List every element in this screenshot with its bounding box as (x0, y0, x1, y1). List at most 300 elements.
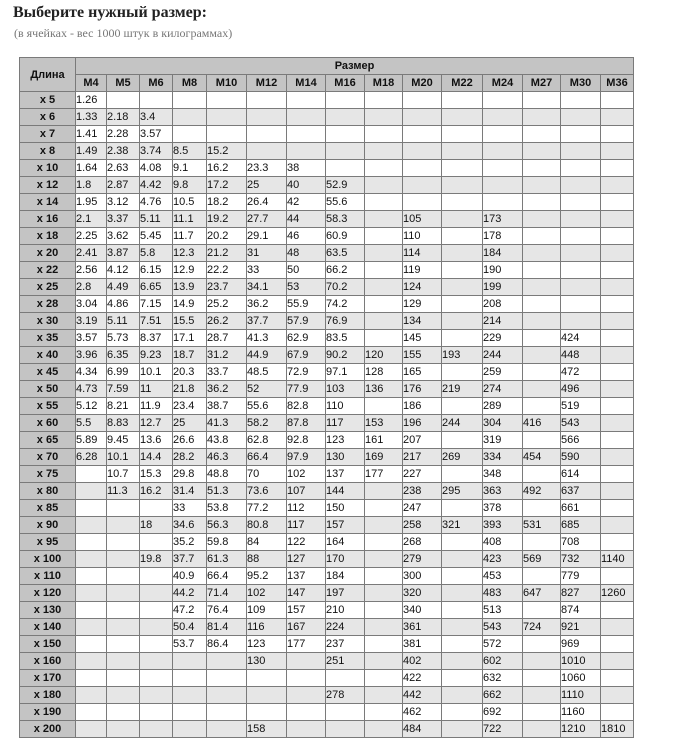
weight-cell[interactable]: 8.21 (107, 398, 140, 415)
weight-cell[interactable]: 81.4 (207, 619, 247, 636)
weight-cell[interactable]: 602 (483, 653, 523, 670)
weight-cell[interactable]: 52 (247, 381, 287, 398)
weight-cell[interactable]: 137 (326, 466, 365, 483)
weight-cell[interactable]: 3.4 (140, 109, 173, 126)
weight-cell[interactable]: 23.7 (207, 279, 247, 296)
weight-cell[interactable]: 153 (365, 415, 403, 432)
weight-cell[interactable]: 4.12 (107, 262, 140, 279)
weight-cell[interactable]: 20.2 (207, 228, 247, 245)
weight-cell[interactable]: 5.89 (76, 432, 107, 449)
weight-cell[interactable]: 184 (326, 568, 365, 585)
weight-cell[interactable]: 208 (483, 296, 523, 313)
weight-cell[interactable]: 295 (442, 483, 483, 500)
weight-cell[interactable]: 102 (247, 585, 287, 602)
weight-cell[interactable]: 224 (326, 619, 365, 636)
weight-cell[interactable]: 59.8 (207, 534, 247, 551)
weight-cell[interactable]: 334 (483, 449, 523, 466)
weight-cell[interactable]: 145 (403, 330, 442, 347)
weight-cell[interactable]: 28.2 (173, 449, 207, 466)
weight-cell[interactable]: 21.8 (173, 381, 207, 398)
weight-cell[interactable]: 422 (403, 670, 442, 687)
weight-cell[interactable]: 543 (561, 415, 601, 432)
size-header-m30[interactable]: M30 (561, 75, 601, 92)
weight-cell[interactable]: 56.3 (207, 517, 247, 534)
weight-cell[interactable]: 3.37 (107, 211, 140, 228)
weight-cell[interactable]: 44 (287, 211, 326, 228)
weight-cell[interactable]: 569 (523, 551, 561, 568)
weight-cell[interactable]: 4.86 (107, 296, 140, 313)
weight-cell[interactable]: 15.5 (173, 313, 207, 330)
weight-cell[interactable]: 117 (326, 415, 365, 432)
weight-cell[interactable]: 34.6 (173, 517, 207, 534)
weight-cell[interactable]: 251 (326, 653, 365, 670)
weight-cell[interactable]: 86.4 (207, 636, 247, 653)
weight-cell[interactable]: 116 (247, 619, 287, 636)
weight-cell[interactable]: 134 (403, 313, 442, 330)
weight-cell[interactable]: 2.8 (76, 279, 107, 296)
weight-cell[interactable]: 7.59 (107, 381, 140, 398)
weight-cell[interactable]: 2.87 (107, 177, 140, 194)
weight-cell[interactable]: 289 (483, 398, 523, 415)
weight-cell[interactable]: 29.1 (247, 228, 287, 245)
weight-cell[interactable]: 46.3 (207, 449, 247, 466)
weight-cell[interactable]: 186 (403, 398, 442, 415)
weight-cell[interactable]: 462 (403, 704, 442, 721)
weight-cell[interactable]: 6.35 (107, 347, 140, 364)
weight-cell[interactable]: 71.4 (207, 585, 247, 602)
weight-cell[interactable]: 114 (403, 245, 442, 262)
weight-cell[interactable]: 7.51 (140, 313, 173, 330)
weight-cell[interactable]: 55.6 (247, 398, 287, 415)
weight-cell[interactable]: 58.3 (326, 211, 365, 228)
weight-cell[interactable]: 3.04 (76, 296, 107, 313)
weight-cell[interactable]: 258 (403, 517, 442, 534)
weight-cell[interactable]: 157 (326, 517, 365, 534)
weight-cell[interactable]: 685 (561, 517, 601, 534)
weight-cell[interactable]: 402 (403, 653, 442, 670)
weight-cell[interactable]: 90.2 (326, 347, 365, 364)
weight-cell[interactable]: 207 (403, 432, 442, 449)
weight-cell[interactable]: 33 (173, 500, 207, 517)
weight-cell[interactable]: 34.1 (247, 279, 287, 296)
weight-cell[interactable]: 40.9 (173, 568, 207, 585)
weight-cell[interactable]: 19.8 (140, 551, 173, 568)
weight-cell[interactable]: 157 (287, 602, 326, 619)
weight-cell[interactable]: 63.5 (326, 245, 365, 262)
weight-cell[interactable]: 46 (287, 228, 326, 245)
weight-cell[interactable]: 137 (287, 568, 326, 585)
size-header-m6[interactable]: M6 (140, 75, 173, 92)
weight-cell[interactable]: 513 (483, 602, 523, 619)
weight-cell[interactable]: 21.2 (207, 245, 247, 262)
weight-cell[interactable]: 1810 (601, 721, 634, 738)
weight-cell[interactable]: 1140 (601, 551, 634, 568)
weight-cell[interactable]: 70 (247, 466, 287, 483)
weight-cell[interactable]: 184 (483, 245, 523, 262)
weight-cell[interactable]: 158 (247, 721, 287, 738)
size-header-m5[interactable]: M5 (107, 75, 140, 92)
size-header-m20[interactable]: M20 (403, 75, 442, 92)
size-header-m14[interactable]: M14 (287, 75, 326, 92)
weight-cell[interactable]: 37.7 (173, 551, 207, 568)
weight-cell[interactable]: 87.8 (287, 415, 326, 432)
weight-cell[interactable]: 197 (326, 585, 365, 602)
weight-cell[interactable]: 219 (442, 381, 483, 398)
weight-cell[interactable]: 41.3 (247, 330, 287, 347)
weight-cell[interactable]: 12.9 (173, 262, 207, 279)
weight-cell[interactable]: 492 (523, 483, 561, 500)
weight-cell[interactable]: 320 (403, 585, 442, 602)
weight-cell[interactable]: 4.76 (140, 194, 173, 211)
weight-cell[interactable]: 8.5 (173, 143, 207, 160)
weight-cell[interactable]: 169 (365, 449, 403, 466)
weight-cell[interactable]: 11.9 (140, 398, 173, 415)
size-header-m18[interactable]: M18 (365, 75, 403, 92)
weight-cell[interactable]: 1.49 (76, 143, 107, 160)
weight-cell[interactable]: 16.2 (140, 483, 173, 500)
weight-cell[interactable]: 155 (403, 347, 442, 364)
weight-cell[interactable]: 17.2 (207, 177, 247, 194)
weight-cell[interactable]: 36.2 (207, 381, 247, 398)
weight-cell[interactable]: 196 (403, 415, 442, 432)
weight-cell[interactable]: 274 (483, 381, 523, 398)
weight-cell[interactable]: 38 (287, 160, 326, 177)
weight-cell[interactable]: 5.12 (76, 398, 107, 415)
weight-cell[interactable]: 874 (561, 602, 601, 619)
weight-cell[interactable]: 47.2 (173, 602, 207, 619)
weight-cell[interactable]: 124 (403, 279, 442, 296)
weight-cell[interactable]: 378 (483, 500, 523, 517)
weight-cell[interactable]: 566 (561, 432, 601, 449)
weight-cell[interactable]: 7.15 (140, 296, 173, 313)
weight-cell[interactable]: 193 (442, 347, 483, 364)
weight-cell[interactable]: 4.42 (140, 177, 173, 194)
weight-cell[interactable]: 2.18 (107, 109, 140, 126)
weight-cell[interactable]: 416 (523, 415, 561, 432)
weight-cell[interactable]: 109 (247, 602, 287, 619)
weight-cell[interactable]: 454 (523, 449, 561, 466)
weight-cell[interactable]: 662 (483, 687, 523, 704)
weight-cell[interactable]: 57.9 (287, 313, 326, 330)
weight-cell[interactable]: 102 (287, 466, 326, 483)
weight-cell[interactable]: 238 (403, 483, 442, 500)
weight-cell[interactable]: 76.4 (207, 602, 247, 619)
weight-cell[interactable]: 5.73 (107, 330, 140, 347)
weight-cell[interactable]: 2.28 (107, 126, 140, 143)
weight-cell[interactable]: 173 (483, 211, 523, 228)
weight-cell[interactable]: 590 (561, 449, 601, 466)
size-header-m27[interactable]: M27 (523, 75, 561, 92)
weight-cell[interactable]: 38.7 (207, 398, 247, 415)
weight-cell[interactable]: 13.6 (140, 432, 173, 449)
weight-cell[interactable]: 28.7 (207, 330, 247, 347)
weight-cell[interactable]: 442 (403, 687, 442, 704)
weight-cell[interactable]: 10.1 (140, 364, 173, 381)
weight-cell[interactable]: 1260 (601, 585, 634, 602)
weight-cell[interactable]: 5.45 (140, 228, 173, 245)
size-header-m36[interactable]: M36 (601, 75, 634, 92)
weight-cell[interactable]: 14.4 (140, 449, 173, 466)
weight-cell[interactable]: 122 (287, 534, 326, 551)
weight-cell[interactable]: 66.2 (326, 262, 365, 279)
weight-cell[interactable]: 259 (483, 364, 523, 381)
weight-cell[interactable]: 27.7 (247, 211, 287, 228)
weight-cell[interactable]: 50 (287, 262, 326, 279)
weight-cell[interactable]: 23.3 (247, 160, 287, 177)
weight-cell[interactable]: 164 (326, 534, 365, 551)
weight-cell[interactable]: 31.2 (207, 347, 247, 364)
weight-cell[interactable]: 77.2 (247, 500, 287, 517)
weight-cell[interactable]: 3.57 (76, 330, 107, 347)
weight-cell[interactable]: 60.9 (326, 228, 365, 245)
weight-cell[interactable]: 214 (483, 313, 523, 330)
weight-cell[interactable]: 41.3 (207, 415, 247, 432)
weight-cell[interactable]: 50.4 (173, 619, 207, 636)
weight-cell[interactable]: 11.7 (173, 228, 207, 245)
weight-cell[interactable]: 161 (365, 432, 403, 449)
weight-cell[interactable]: 127 (287, 551, 326, 568)
weight-cell[interactable]: 2.38 (107, 143, 140, 160)
weight-cell[interactable]: 62.9 (287, 330, 326, 347)
weight-cell[interactable]: 3.57 (140, 126, 173, 143)
weight-cell[interactable]: 9.45 (107, 432, 140, 449)
weight-cell[interactable]: 18.7 (173, 347, 207, 364)
weight-cell[interactable]: 692 (483, 704, 523, 721)
weight-cell[interactable]: 74.2 (326, 296, 365, 313)
weight-cell[interactable]: 424 (561, 330, 601, 347)
weight-cell[interactable]: 61.3 (207, 551, 247, 568)
weight-cell[interactable]: 10.5 (173, 194, 207, 211)
weight-cell[interactable]: 4.49 (107, 279, 140, 296)
weight-cell[interactable]: 33.7 (207, 364, 247, 381)
weight-cell[interactable]: 26.4 (247, 194, 287, 211)
weight-cell[interactable]: 44.9 (247, 347, 287, 364)
weight-cell[interactable]: 300 (403, 568, 442, 585)
weight-cell[interactable]: 9.1 (173, 160, 207, 177)
weight-cell[interactable]: 6.65 (140, 279, 173, 296)
weight-cell[interactable]: 67.9 (287, 347, 326, 364)
weight-cell[interactable]: 70.2 (326, 279, 365, 296)
weight-cell[interactable]: 3.87 (107, 245, 140, 262)
weight-cell[interactable]: 73.6 (247, 483, 287, 500)
weight-cell[interactable]: 484 (403, 721, 442, 738)
weight-cell[interactable]: 1110 (561, 687, 601, 704)
weight-cell[interactable]: 3.12 (107, 194, 140, 211)
weight-cell[interactable]: 268 (403, 534, 442, 551)
weight-cell[interactable]: 53.7 (173, 636, 207, 653)
weight-cell[interactable]: 177 (287, 636, 326, 653)
weight-cell[interactable]: 80.8 (247, 517, 287, 534)
weight-cell[interactable]: 319 (483, 432, 523, 449)
weight-cell[interactable]: 23.4 (173, 398, 207, 415)
weight-cell[interactable]: 72.9 (287, 364, 326, 381)
weight-cell[interactable]: 55.6 (326, 194, 365, 211)
weight-cell[interactable]: 31.4 (173, 483, 207, 500)
weight-cell[interactable]: 66.4 (247, 449, 287, 466)
weight-cell[interactable]: 244 (442, 415, 483, 432)
size-header-m24[interactable]: M24 (483, 75, 523, 92)
weight-cell[interactable]: 107 (287, 483, 326, 500)
weight-cell[interactable]: 31 (247, 245, 287, 262)
weight-cell[interactable]: 178 (483, 228, 523, 245)
weight-cell[interactable]: 120 (365, 347, 403, 364)
weight-cell[interactable]: 5.5 (76, 415, 107, 432)
weight-cell[interactable]: 1.26 (76, 92, 107, 109)
weight-cell[interactable]: 483 (483, 585, 523, 602)
weight-cell[interactable]: 22.2 (207, 262, 247, 279)
size-header-m12[interactable]: M12 (247, 75, 287, 92)
weight-cell[interactable]: 53.8 (207, 500, 247, 517)
weight-cell[interactable]: 110 (326, 398, 365, 415)
weight-cell[interactable]: 5.11 (140, 211, 173, 228)
weight-cell[interactable]: 3.96 (76, 347, 107, 364)
weight-cell[interactable]: 4.34 (76, 364, 107, 381)
weight-cell[interactable]: 381 (403, 636, 442, 653)
weight-cell[interactable]: 6.99 (107, 364, 140, 381)
weight-cell[interactable]: 453 (483, 568, 523, 585)
weight-cell[interactable]: 33 (247, 262, 287, 279)
weight-cell[interactable]: 19.2 (207, 211, 247, 228)
weight-cell[interactable]: 14.9 (173, 296, 207, 313)
weight-cell[interactable]: 112 (287, 500, 326, 517)
weight-cell[interactable]: 119 (403, 262, 442, 279)
weight-cell[interactable]: 117 (287, 517, 326, 534)
weight-cell[interactable]: 1.95 (76, 194, 107, 211)
weight-cell[interactable]: 722 (483, 721, 523, 738)
weight-cell[interactable]: 4.08 (140, 160, 173, 177)
weight-cell[interactable]: 128 (365, 364, 403, 381)
weight-cell[interactable]: 8.83 (107, 415, 140, 432)
size-header-m16[interactable]: M16 (326, 75, 365, 92)
weight-cell[interactable]: 12.7 (140, 415, 173, 432)
weight-cell[interactable]: 15.3 (140, 466, 173, 483)
weight-cell[interactable]: 1010 (561, 653, 601, 670)
weight-cell[interactable]: 144 (326, 483, 365, 500)
weight-cell[interactable]: 2.63 (107, 160, 140, 177)
weight-cell[interactable]: 6.28 (76, 449, 107, 466)
weight-cell[interactable]: 237 (326, 636, 365, 653)
weight-cell[interactable]: 52.9 (326, 177, 365, 194)
weight-cell[interactable]: 88 (247, 551, 287, 568)
weight-cell[interactable]: 43.8 (207, 432, 247, 449)
weight-cell[interactable]: 496 (561, 381, 601, 398)
weight-cell[interactable]: 150 (326, 500, 365, 517)
weight-cell[interactable]: 724 (523, 619, 561, 636)
weight-cell[interactable]: 279 (403, 551, 442, 568)
weight-cell[interactable]: 210 (326, 602, 365, 619)
weight-cell[interactable]: 44.2 (173, 585, 207, 602)
weight-cell[interactable]: 3.62 (107, 228, 140, 245)
weight-cell[interactable]: 16.2 (207, 160, 247, 177)
weight-cell[interactable]: 632 (483, 670, 523, 687)
weight-cell[interactable]: 10.7 (107, 466, 140, 483)
weight-cell[interactable]: 123 (247, 636, 287, 653)
weight-cell[interactable]: 199 (483, 279, 523, 296)
weight-cell[interactable]: 6.15 (140, 262, 173, 279)
weight-cell[interactable]: 136 (365, 381, 403, 398)
weight-cell[interactable]: 1.33 (76, 109, 107, 126)
weight-cell[interactable]: 321 (442, 517, 483, 534)
weight-cell[interactable]: 448 (561, 347, 601, 364)
weight-cell[interactable]: 62.8 (247, 432, 287, 449)
weight-cell[interactable]: 340 (403, 602, 442, 619)
weight-cell[interactable]: 363 (483, 483, 523, 500)
weight-cell[interactable]: 9.8 (173, 177, 207, 194)
weight-cell[interactable]: 130 (326, 449, 365, 466)
weight-cell[interactable]: 543 (483, 619, 523, 636)
weight-cell[interactable]: 227 (403, 466, 442, 483)
weight-cell[interactable]: 103 (326, 381, 365, 398)
weight-cell[interactable]: 3.19 (76, 313, 107, 330)
weight-cell[interactable]: 176 (403, 381, 442, 398)
weight-cell[interactable]: 29.8 (173, 466, 207, 483)
weight-cell[interactable]: 519 (561, 398, 601, 415)
weight-cell[interactable]: 361 (403, 619, 442, 636)
weight-cell[interactable]: 190 (483, 262, 523, 279)
weight-cell[interactable]: 129 (403, 296, 442, 313)
weight-cell[interactable]: 423 (483, 551, 523, 568)
weight-cell[interactable]: 969 (561, 636, 601, 653)
weight-cell[interactable]: 1060 (561, 670, 601, 687)
weight-cell[interactable]: 40 (287, 177, 326, 194)
weight-cell[interactable]: 1.64 (76, 160, 107, 177)
size-header-m22[interactable]: M22 (442, 75, 483, 92)
weight-cell[interactable]: 11.1 (173, 211, 207, 228)
weight-cell[interactable]: 17.1 (173, 330, 207, 347)
weight-cell[interactable]: 95.2 (247, 568, 287, 585)
size-header-m10[interactable]: M10 (207, 75, 247, 92)
weight-cell[interactable]: 167 (287, 619, 326, 636)
weight-cell[interactable]: 217 (403, 449, 442, 466)
weight-cell[interactable]: 4.73 (76, 381, 107, 398)
weight-cell[interactable]: 8.37 (140, 330, 173, 347)
weight-cell[interactable]: 647 (523, 585, 561, 602)
weight-cell[interactable]: 55.9 (287, 296, 326, 313)
weight-cell[interactable]: 147 (287, 585, 326, 602)
weight-cell[interactable]: 84 (247, 534, 287, 551)
weight-cell[interactable]: 614 (561, 466, 601, 483)
weight-cell[interactable]: 2.56 (76, 262, 107, 279)
weight-cell[interactable]: 779 (561, 568, 601, 585)
weight-cell[interactable]: 3.74 (140, 143, 173, 160)
weight-cell[interactable]: 921 (561, 619, 601, 636)
weight-cell[interactable]: 18.2 (207, 194, 247, 211)
weight-cell[interactable]: 26.6 (173, 432, 207, 449)
weight-cell[interactable]: 48.8 (207, 466, 247, 483)
weight-cell[interactable]: 278 (326, 687, 365, 704)
size-header-m4[interactable]: M4 (76, 75, 107, 92)
weight-cell[interactable]: 637 (561, 483, 601, 500)
weight-cell[interactable]: 708 (561, 534, 601, 551)
weight-cell[interactable]: 2.41 (76, 245, 107, 262)
weight-cell[interactable]: 12.3 (173, 245, 207, 262)
weight-cell[interactable]: 26.2 (207, 313, 247, 330)
weight-cell[interactable]: 25 (173, 415, 207, 432)
weight-cell[interactable]: 48.5 (247, 364, 287, 381)
weight-cell[interactable]: 25 (247, 177, 287, 194)
weight-cell[interactable]: 393 (483, 517, 523, 534)
weight-cell[interactable]: 48 (287, 245, 326, 262)
weight-cell[interactable]: 304 (483, 415, 523, 432)
weight-cell[interactable]: 5.8 (140, 245, 173, 262)
weight-cell[interactable]: 472 (561, 364, 601, 381)
weight-cell[interactable]: 11 (140, 381, 173, 398)
weight-cell[interactable]: 92.8 (287, 432, 326, 449)
weight-cell[interactable]: 110 (403, 228, 442, 245)
weight-cell[interactable]: 1160 (561, 704, 601, 721)
weight-cell[interactable]: 2.1 (76, 211, 107, 228)
weight-cell[interactable]: 13.9 (173, 279, 207, 296)
